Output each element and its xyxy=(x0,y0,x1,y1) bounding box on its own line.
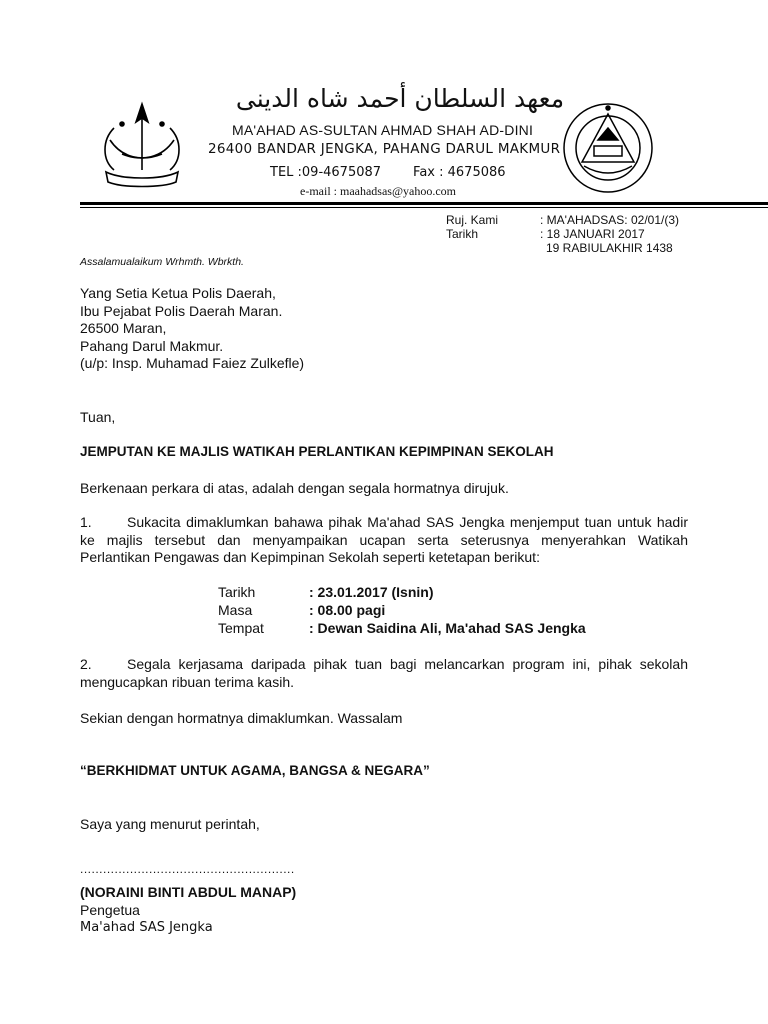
recipient-line: (u/p: Insp. Muhamad Faiez Zulkefle) xyxy=(80,355,305,371)
paragraph-1 xyxy=(80,514,688,567)
header-rule-thick xyxy=(80,202,768,205)
header-rule-thin xyxy=(80,207,768,208)
pahang-crest-logo xyxy=(92,100,192,192)
recipient-address xyxy=(80,285,304,373)
sign-off: Saya yang menurut perintah, xyxy=(80,816,260,832)
signature-line: ........................................................ xyxy=(80,862,295,876)
closing-line: Sekian dengan hormatnya dimaklumkan. Wassalam xyxy=(80,710,403,726)
detail-label: Tempat xyxy=(218,620,264,636)
tel-number: TEL :09-4675087 xyxy=(270,165,382,180)
recipient-line: Pahang Darul Makmur. xyxy=(80,337,224,354)
date-row xyxy=(446,227,746,241)
recipient-line: 26500 Maran, xyxy=(80,320,167,336)
ref-label: Ruj. Kami xyxy=(446,213,499,227)
school-address: 26400 BANDAR JENGKA, PAHANG DARUL MAKMUR xyxy=(208,141,561,157)
arabic-school-name: معهد السلطان أحمد شاه الدينى xyxy=(235,84,565,113)
email-address: e-mail : maahadsas@yahoo.com xyxy=(300,184,456,198)
ref-row xyxy=(446,213,746,227)
school-emblem-logo xyxy=(560,100,656,196)
paragraph-text: Segala kerjasama daripada pihak tuan bagi melancarkan program ini, pihak sekolah mengucapkan ribuan terima kasih. xyxy=(80,656,688,690)
detail-value: : 08.00 pagi xyxy=(309,602,386,618)
intro-paragraph: Berkenaan perkara di atas, adalah dengan segala hormatnya dirujuk. xyxy=(80,480,509,496)
fax-number: Fax : 4675086 xyxy=(413,165,506,180)
paragraph-number: 2. xyxy=(80,656,92,672)
detail-value: : Dewan Saidina Ali, Ma'ahad SAS Jengka xyxy=(309,620,586,636)
date-label: Tarikh xyxy=(446,227,479,241)
recipient-line: Yang Setia Ketua Polis Daerah, xyxy=(80,285,276,301)
motto: “BERKHIDMAT UNTUK AGAMA, BANGSA & NEGARA” xyxy=(80,763,430,778)
salutation: Tuan, xyxy=(80,409,116,425)
paragraph-2 xyxy=(80,656,688,691)
recipient-line: Ibu Pejabat Polis Daerah Maran. xyxy=(80,302,283,319)
signer-school: Ma'ahad SAS Jengka xyxy=(80,920,213,935)
paragraph-number: 1. xyxy=(80,514,92,530)
detail-label: Masa xyxy=(218,602,253,618)
letter-subject: JEMPUTAN KE MAJLIS WATIKAH PERLANTIKAN KEPIMPINAN SEKOLAH xyxy=(80,444,554,459)
detail-value: : 23.01.2017 (Isnin) xyxy=(309,584,434,600)
detail-label: Tarikh xyxy=(218,584,256,600)
paragraph-text: Sukacita dimaklumkan bahawa pihak Ma'ahad SAS Jengka menjemput tuan untuk hadir ke majlis tersebut dan menyampaikan ucapan serta seterusnya menyerahkan Watikah Perlantikan Pengawas dan Kepimpinan Sekolah seperti ketetapan berikut: xyxy=(80,514,688,565)
greeting: Assalamualaikum Wrhmth. Wbrkth. xyxy=(80,256,244,268)
signer-title: Pengetua xyxy=(80,902,140,918)
contact-line xyxy=(270,165,506,180)
school-name: MA'AHAD AS-SULTAN AHMAD SHAH AD-DINI xyxy=(232,122,534,138)
signer-name: (NORAINI BINTI ABDUL MANAP) xyxy=(80,884,297,900)
hijri-date: 19 RABIULAKHIR 1438 xyxy=(546,241,673,255)
date-value: : 18 JANUARI 2017 xyxy=(540,227,645,241)
ref-value: : MA'AHADSAS: 02/01/(3) xyxy=(540,213,680,227)
